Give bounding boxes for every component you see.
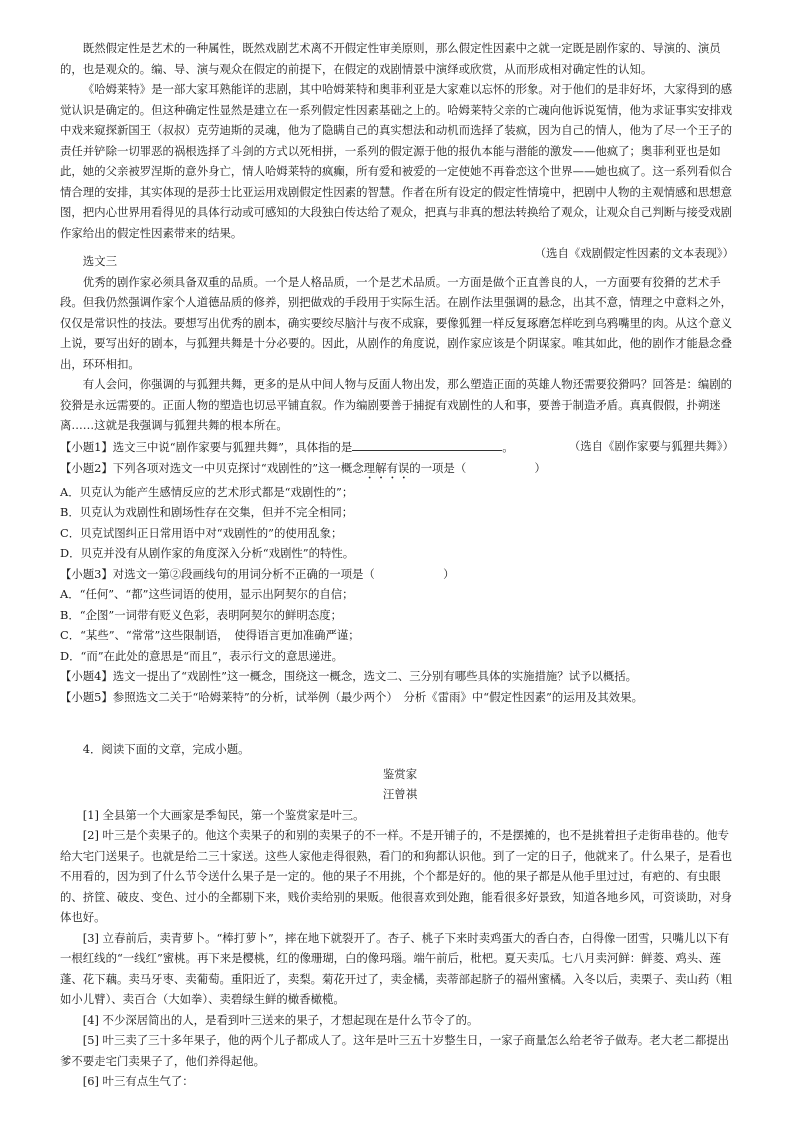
question-4: 【小题4】选文一提出了“戏剧性”这一概念，围绕这一概念，选文二、三分别有哪些具体的实施措施？试予以概括。 (60, 669, 638, 683)
question-2-suffix: 的一项是（ ） (409, 460, 546, 475)
question-list (60, 437, 740, 707)
paragraph: 优秀的剧作家必须具备双重的品质。一个是人格品质，一个是艺术品质。一方面是做个正直善良的人，一方面要有狡猾的艺术手段。但我仍然强调作家个人道德品质的修养，别把做戏的手段用于实际生活。在剧作法里强调的悬念，出其不意，情理之中意料之外，仅仅是常识性的技法。要想写出优秀的剧本，确实要绞尽脑汁与夜不成寐，要像狐狸一样反复琢磨怎样吃到乌鸦嘴里的肉。从这个意义上说，要写出好的剧本，与狐狸共舞是十分必要的。因此，从剧作的角度说，剧作家应该是个阴谋家。唯其如此，他的剧作才能悬念叠出，环环相扣。 (60, 274, 733, 371)
article-paragraph: [4] 不少深居简出的人，是看到叶三送来的果子，才想起现在是什么节令了的。 (82, 1012, 479, 1027)
question-2-emphasis: 理解有误 (363, 460, 410, 475)
option-a: A．贝克认为能产生感情反应的艺术形式都是“戏剧性的”； (60, 484, 354, 499)
article-paragraph: [3] 立春前后，卖青萝卜。“棒打萝卜”，摔在地下就裂开了。杏子、桃子下来时卖鸡蛋大的香白杏，白得像一团雪，只嘴儿以下有一根红线的“一线红”蜜桃。再下来是樱桃，红的像珊瑚，白的像玛瑙。端午前后，枇杷。夏天卖瓜。七八月卖河鲜：鲜菱、鸡头、莲蓬、花下藕。卖马牙枣、卖葡萄。重阳近了，卖梨。菊花开过了，卖金橘，卖蒂部起脐子的福州蜜橘。入冬以后，卖栗子、卖山药（粗如小儿臂）、卖百合（大如拳）、卖碧绿生鲜的橄香橄榄。 (60, 930, 733, 1006)
source-citation: （选自《剧作家要与狐狸共舞》） (568, 438, 734, 453)
article-author: 汪曾祺 (382, 787, 418, 801)
passage-three (60, 251, 740, 456)
article-paragraph: [6] 叶三有点生气了： (82, 1074, 194, 1088)
question-1-text: 【小题1】选文三中说“剧作家要与狐狸共舞”，具体指的是 (60, 440, 353, 454)
article-paragraph: [1] 全县第一个大画家是季匋民，第一个鉴赏家是叶三。 (82, 807, 365, 822)
option-d: D．贝克并没有从剧作家的角度深入分析“戏剧性”的特性。 (60, 546, 355, 560)
option-c: C．“某些”、“常常”这些限制语， 使得语言更加准确严谨； (60, 628, 360, 642)
question-5: 【小题5】参照选文二关于“哈姆莱特”的分析，试举例（最少两个） 分析《雷雨》中“假定性因素”的运用及其效果。 (60, 689, 643, 704)
question-1-end: 。 (502, 440, 514, 454)
question-2-prefix: 【小题2】下列各项对选文一中贝克探讨“戏剧性的”这一概念 (60, 460, 364, 475)
answer-blank[interactable] (352, 438, 502, 451)
article-paragraph: [5] 叶三卖了三十多年果子，他的两个儿子都成人了。这年是叶三五十岁整生日，一家子商量怎么给老爷子做寿。老大老二都提出爹不要走宅门卖果子了，他们养得起他。 (60, 1033, 730, 1068)
passage-two-body (60, 38, 740, 264)
option-b: B．“企图”一词带有贬义色彩，表明阿契尔的鲜明态度； (60, 607, 343, 622)
question-3: 【小题3】对选文一第②段画线句的用词分析不正确的一项是（ ） (60, 566, 455, 581)
source-citation: （选自《戏剧假定性因素的文本表现》） (534, 246, 734, 260)
passage-heading: 选文三 (82, 254, 117, 268)
question-1 (60, 437, 740, 458)
option-c: C．贝克试图纠正日常用语中对“戏剧性的”的使用乱象； (60, 525, 343, 540)
paragraph: 既然假定性是艺术的一种属性，既然戏剧艺术离不开假定性审美原则，那么假定性因素中之就一定既是剧作家的、导演的、演员的，也是观众的。编、导、演与观众在假定的前提下，在假定的戏剧情景中演绎或欣赏，从而形成相对确定性的认知。 (60, 41, 721, 76)
option-d: D．“而”在此处的意思是“而且”，表示行文的意思递进。 (60, 648, 344, 663)
section-instruction: 4．阅读下面的文章，完成小题。 (82, 742, 250, 756)
article-title: 鉴赏家 (382, 766, 418, 781)
option-b: B．贝克认为戏剧性和剧场性存在交集，但并不完全相同； (60, 505, 354, 519)
question-2 (60, 458, 740, 482)
article-paragraph: [2] 叶三是个卖果子的。他这个卖果子的和别的卖果子的不一样。不是开铺子的，不是摆摊的，也不是挑着担子走街串巷的。他专给大宅门送果子。也就是给二三十家送。这些人家他走得很熟，看门的和狗都认识他。到了一定的日子，他就来了。什么果子，是看也不用看的，因为到了什么节令送什么果子是一定的。他的果子不用挑，个个都是好的。他的果子都是从他手里过过，有疤的、有虫眼的、挤筐、破皮、变色、过小的全都剔下来，贱价卖给别的果贩。他很喜欢到处跑，能看很多好景致，知道各地乡风，可资谈助，对身体也好。 (60, 828, 733, 924)
paragraph: 《哈姆莱特》是一部大家耳熟能详的悲剧，其中哈姆莱特和奥菲利亚是大家难以忘怀的形象。对于他们的是非好坏，大家得到的感觉认识是确定的。但这种确定性显然是建立在一系列假定性因素基础之上的。哈姆莱特父亲的亡魂向他诉说冤情，他为求证事实安排戏中戏来窥探新国王（叔叔）克劳迪斯的灵魂，他为了隐瞒自己的真实想法和动机而选择了装疯，因为自己的情人，他为了尽一个王子的责任并铲除一切罪恶的祸根选择了斗剑的方式以死相拼，一系列的假定源于他的报仇本能与潜能的激发——他疯了；奥菲利亚也是如此，她的父亲被罗涅斯的意外身亡，情人哈姆莱特的疯癫，所有爱和被爱的一定使她不再眷恋这个世界——她也疯了。这一系列看似合情合理的安排，其实体现的是莎士比亚运用戏剧假定性因素的智慧。作者在所有设定的假定性情境中，把剧中人物的主观情感和思想意图，把内心世界用看得见的具体行动或可感知的大段独白传达给了观众，把真与非真的想法转换给了观众，让观众自己判断与接受戏剧作家给出的假定性因素带来的结果。 (60, 82, 733, 240)
reading-section-4 (60, 739, 740, 1092)
option-a: A．“任何”、“都”这些词语的使用，显示出阿契尔的自信； (60, 587, 354, 601)
paragraph: 有人会问，你强调的与狐狸共舞，更多的是从中间人物与反面人物出发，那么塑造正面的英雄人物还需要狡猾吗？回答是：编剧的狡猾是永远需要的。正面人物的塑造也切忌平铺直叙。作为编剧要善于捕捉有戏剧性的人和事，要善于制造矛盾。真真假假，扑朔迷离……这就是我强调与狐狸共舞的根本所在。 (60, 377, 733, 432)
